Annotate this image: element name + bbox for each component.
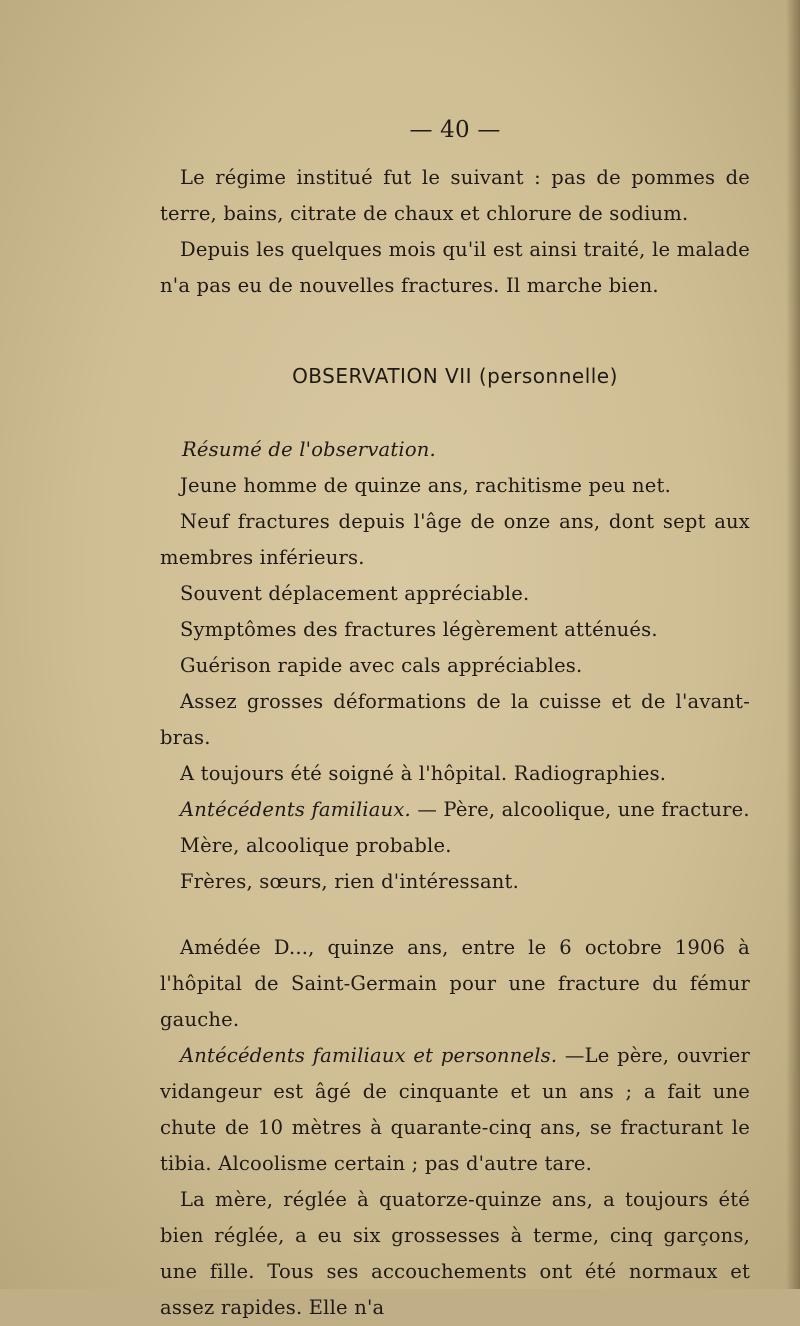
case-paragraph-1: Amédée D..., quinze ans, entre le 6 octobre 1906 à l'hôpital de Saint-Germain pour une fracture du fémur gauche. (160, 936, 750, 1031)
case-paragraph-3: La mère, réglée à quatorze-quinze ans, a toujours été bien réglée, a eu six grossesses à terme, cinq garçons, une fille. Tous ses accouchements ont été normaux et assez rapides. Elle n'a (160, 1188, 750, 1319)
case-paragraph-2 (160, 1038, 750, 1182)
family-antecedents-label: Antécédents familiaux. (180, 798, 411, 821)
page-edge-shadow (786, 0, 800, 1289)
family-line: Mère, alcoolique probable. (180, 834, 452, 857)
summary-line: Assez grosses déformations de la cuisse et de l'avant-bras. (160, 690, 750, 749)
family-personal-label: Antécédents familiaux et personnels. (180, 1044, 558, 1067)
summary-line: Jeune homme de quinze ans, rachitisme peu net. (180, 474, 671, 497)
summary-title: Résumé de l'observation. (182, 438, 436, 461)
family-line: Frères, sœurs, rien d'intéressant. (180, 870, 519, 893)
intro-paragraph-2: Depuis les quelques mois qu'il est ainsi traité, le malade n'a pas eu de nouvelles fractures. Il marche bien. (160, 238, 750, 297)
summary-line: Guérison rapide avec cals appréciables. (180, 654, 583, 677)
intro-paragraph-1: Le régime institué fut le suivant : pas de pommes de terre, bains, citrate de chaux et chlorure de sodium. (160, 166, 750, 225)
summary-line: A toujours été soigné à l'hôpital. Radiographies. (180, 762, 667, 785)
observation-heading: OBSERVATION VII (personnelle) (292, 364, 618, 388)
family-antecedents-summary (160, 792, 750, 828)
page-content (160, 112, 750, 1326)
family-antecedents-text: — Père, alcoolique, une fracture. (410, 798, 750, 821)
summary-line: Symptômes des fractures légèrement atténués. (180, 618, 658, 641)
section-gap (160, 900, 750, 930)
summary-line: Souvent déplacement appréciable. (180, 582, 530, 605)
family-personal-text: —Le père, ouvrier vidangeur est âgé de cinquante et un ans ; a fait une chute de 10 mètres à quarante-cinq ans, se fracturant le tibia. Alcoolisme certain ; pas d'autre tare. (160, 1044, 750, 1175)
summary-line: Neuf fractures depuis l'âge de onze ans, dont sept aux membres inférieurs. (160, 510, 750, 569)
page-number: — 40 — (409, 117, 501, 143)
